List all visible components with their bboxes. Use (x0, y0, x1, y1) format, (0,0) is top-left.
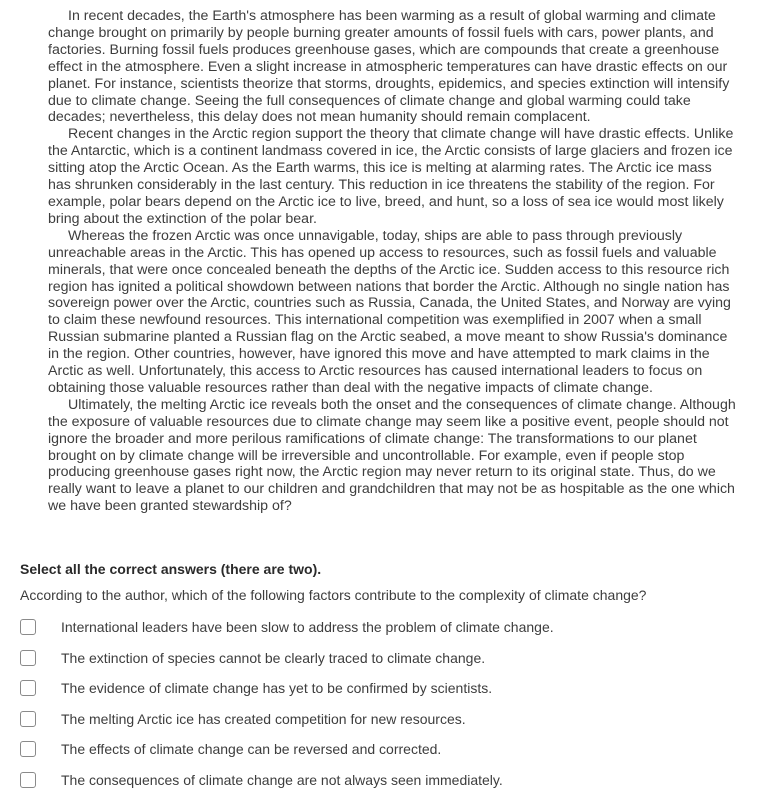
checkbox-icon[interactable] (20, 619, 36, 635)
checkbox-icon[interactable] (20, 741, 36, 757)
answer-option-label[interactable]: The effects of climate change can be reversed and corrected. (61, 741, 441, 757)
answer-option[interactable] (20, 643, 554, 674)
answer-option-label[interactable]: The evidence of climate change has yet to be confirmed by scientists. (61, 680, 492, 696)
answer-option[interactable] (20, 734, 554, 765)
question-prompt: According to the author, which of the following factors contribute to the complexity of climate change? (20, 587, 646, 603)
checkbox-icon[interactable] (20, 650, 36, 666)
answer-option[interactable] (20, 612, 554, 643)
reading-passage (48, 8, 738, 515)
answer-option-label[interactable]: The melting Arctic ice has created competition for new resources. (61, 711, 466, 727)
question-instruction: Select all the correct answers (there are two). (20, 561, 321, 577)
passage-paragraph: Recent changes in the Arctic region support the theory that climate change will have drastic effects. Unlike the Antarctic, which is a continent landmass covered in ice, the Arctic consists of large glaciers and frozen ice sitting atop the Arctic Ocean. As the Earth warms, this ice is melting at alarming rates. The Arctic ice mass has shrunken considerably in the last century. This reduction in ice threatens the stability of the region. For example, polar bears depend on the Arctic ice to live, breed, and hunt, so a loss of sea ice would most likely bring about the extinction of the polar bear. (48, 126, 738, 227)
passage-paragraph: Whereas the frozen Arctic was once unnavigable, today, ships are able to pass through previously unreachable areas in the Arctic. This has opened up access to resources, such as fossil fuels and valuable minerals, that were once concealed beneath the depths of the Arctic ice. Sudden access to this resource rich region has ignited a political showdown between nations that border the Arctic. Although no single nation has sovereign power over the Arctic, countries such as Russia, Canada, the United States, and Norway are vying to claim these newfound resources. This international competition was exemplified in 2007 when a small Russian submarine planted a Russian flag on the Arctic seabed, a move meant to show Russia's dominance in the region. Other countries, however, have ignored this move and have attempted to mark claims in the Arctic as well. Unfortunately, this access to Arctic resources has caused international leaders to focus on obtaining those valuable resources rather than deal with the negative impacts of climate change. (48, 228, 738, 397)
answer-options (20, 612, 554, 795)
answer-option[interactable] (20, 673, 554, 704)
checkbox-icon[interactable] (20, 711, 36, 727)
answer-option-label[interactable]: The extinction of species cannot be clearly traced to climate change. (61, 650, 485, 666)
checkbox-icon[interactable] (20, 680, 36, 696)
answer-option-label[interactable]: The consequences of climate change are not always seen immediately. (61, 772, 503, 788)
answer-option-label[interactable]: International leaders have been slow to address the problem of climate change. (61, 619, 554, 635)
answer-option[interactable] (20, 704, 554, 735)
answer-option[interactable] (20, 765, 554, 795)
checkbox-icon[interactable] (20, 772, 36, 788)
passage-paragraph: Ultimately, the melting Arctic ice reveals both the onset and the consequences of climate change. Although the exposure of valuable resources due to climate change may seem like a positive event, people should not ignore the broader and more perilous ramifications of climate change: The transformations to our planet brought on by climate change will be irreversible and uncontrollable. For example, even if people stop producing greenhouse gases right now, the Arctic region may never return to its original state. Thus, do we really want to leave a planet to our children and grandchildren that may not be as hospitable as the one which we have been granted stewardship of? (48, 397, 738, 515)
passage-paragraph: In recent decades, the Earth's atmosphere has been warming as a result of global warming and climate change brought on primarily by people burning greater amounts of fossil fuels with cars, power plants, and factories. Burning fossil fuels produces greenhouse gases, which are compounds that create a greenhouse effect in the atmosphere. Even a slight increase in atmospheric temperatures can have drastic effects on our planet. For instance, scientists theorize that storms, droughts, epidemics, and species extinction will intensify due to climate change. Seeing the full consequences of climate change and global warming could take decades; nevertheless, this delay does not mean humanity should remain complacent. (48, 8, 738, 126)
